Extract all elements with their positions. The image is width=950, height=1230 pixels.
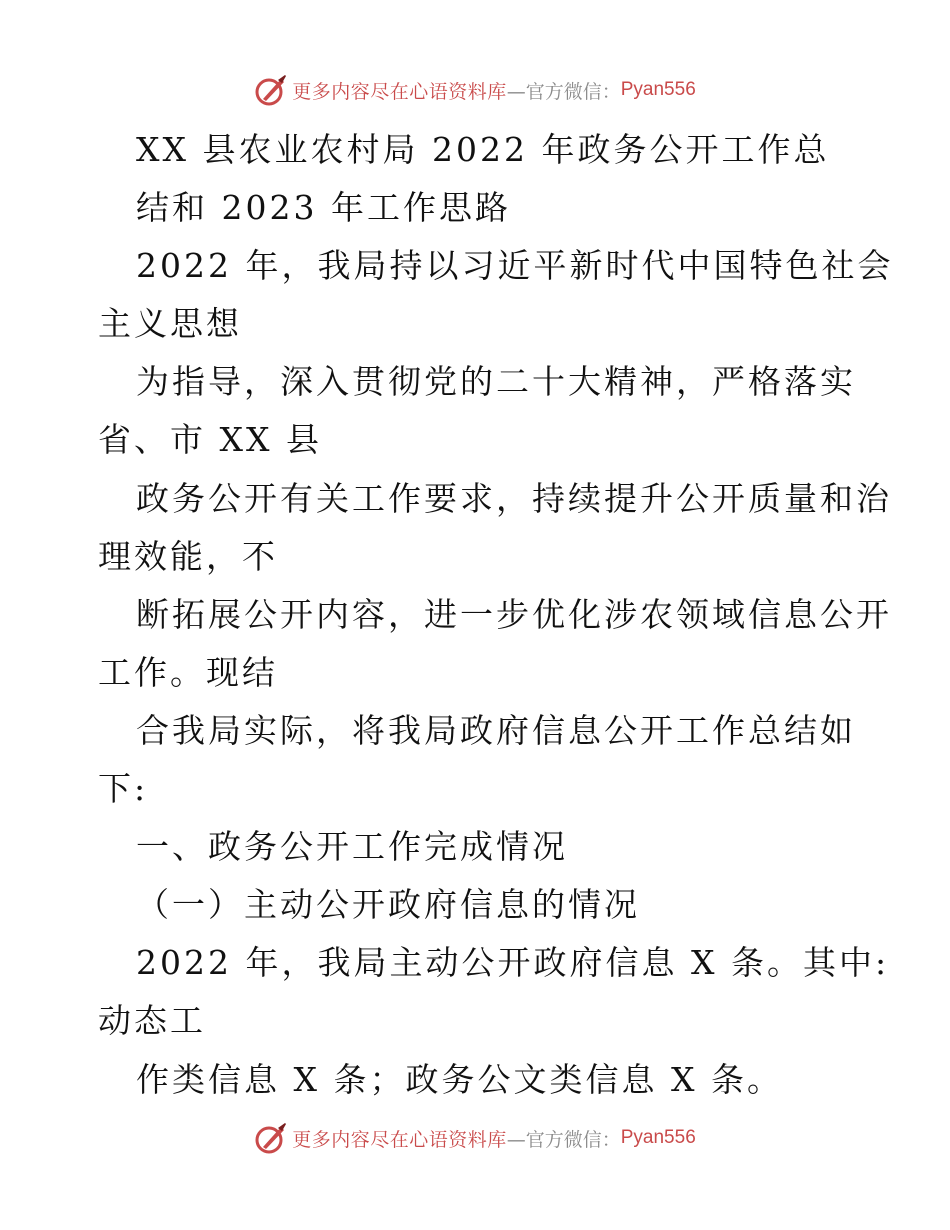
document-body (0, 121, 950, 1109)
doc-line: XX 县农业农村局 2022 年政务公开工作总 (136, 130, 830, 169)
section-heading: 一、政务公开工作完成情况 (136, 827, 568, 867)
doc-line: 断拓展公开内容，进一步优化涉农领域信息公开 (136, 594, 892, 634)
watermark-brand: 更多内容尽在心语资料库 (292, 1128, 507, 1151)
quill-logo-icon (254, 1121, 288, 1155)
doc-line: 工作。现结 (98, 652, 278, 692)
watermark-official-label: —官方微信： (506, 80, 621, 103)
header-watermark (0, 70, 950, 110)
doc-line: 动态工 (98, 1001, 206, 1041)
doc-line: 作类信息 X 条；政务公文类信息 X 条。 (136, 1059, 783, 1099)
watermark-wechat-id: Pyan556 (620, 79, 696, 100)
doc-line: 主义思想 (98, 304, 242, 344)
watermark-official-label: —官方微信： (506, 1128, 621, 1151)
doc-line: 2022 年，我局主动公开政府信息 X 条。其中: (136, 943, 890, 983)
doc-line: 省、市 XX 县 (98, 420, 322, 460)
doc-line: 下: (98, 769, 149, 809)
doc-line: 为指导，深入贯彻党的二十大精神，严格落实 (136, 362, 856, 402)
doc-line: 政务公开有关工作要求，持续提升公开质量和治 (136, 478, 892, 518)
watermark-brand: 更多内容尽在心语资料库 (292, 80, 507, 103)
doc-line: 理效能，不 (98, 536, 278, 576)
doc-line: 2022 年，我局持以习近平新时代中国特色社会 (136, 246, 894, 286)
watermark-wechat-id: Pyan556 (620, 1127, 696, 1148)
subsection-heading: （一）主动公开政府信息的情况 (136, 885, 640, 925)
doc-line: 结和 2023 年工作思路 (136, 188, 511, 228)
doc-line: 合我局实际，将我局政府信息公开工作总结如 (136, 710, 856, 750)
quill-logo-icon (254, 73, 288, 107)
footer-watermark (0, 1118, 950, 1158)
